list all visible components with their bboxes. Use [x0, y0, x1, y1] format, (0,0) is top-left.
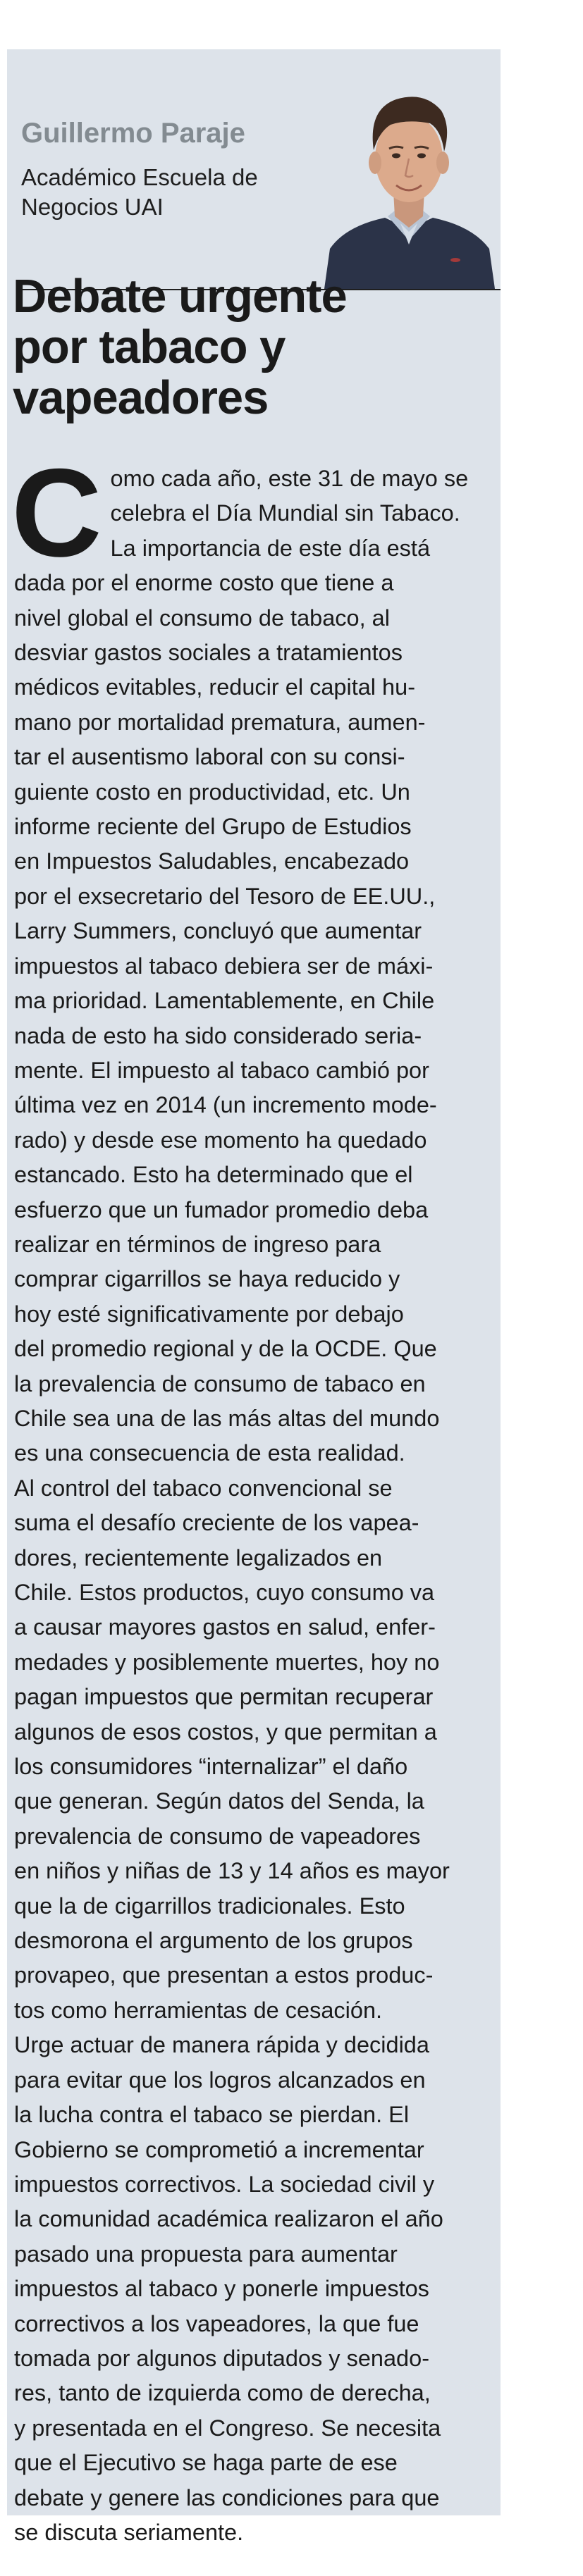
body-line: guiente costo en productividad, etc. Un	[14, 779, 410, 805]
headline-line: vapeadores	[13, 371, 269, 424]
body-line: en Impuestos Saludables, encabezado	[14, 848, 410, 874]
body-line: estancado. Esto ha determinado que el	[14, 1162, 413, 1188]
body-line: desmorona el argumento de los grupos	[14, 1928, 413, 1954]
body-line: los consumidores “internalizar” el daño	[14, 1754, 408, 1780]
body-line: tar el ausentismo laboral con su consi-	[14, 744, 405, 770]
article-body	[11, 442, 492, 2550]
body-line: mano por mortalidad prematura, aumen-	[14, 709, 426, 735]
body-line: hoy esté significativamente por debajo	[14, 1301, 404, 1327]
body-line: correctivos a los vapeadores, la que fue	[14, 2310, 419, 2336]
body-line: pasado una propuesta para aumentar	[14, 2241, 398, 2267]
body-line: la lucha contra el tabaco se pierdan. El	[14, 2102, 410, 2128]
body-line: del promedio regional y de la OCDE. Que	[14, 1336, 437, 1362]
body-line: impuestos correctivos. La sociedad civil y	[14, 2171, 435, 2197]
body-line: es una consecuencia de esta realidad.	[14, 1440, 405, 1466]
body-line: que generan. Según datos del Senda, la	[14, 1788, 424, 1814]
body-line: omo cada año, este 31 de mayo se	[110, 466, 469, 491]
author-role-line: Académico Escuela de	[21, 164, 258, 190]
headline-line: por tabaco y	[13, 321, 286, 373]
body-line: mente. El impuesto al tabaco cambió por	[14, 1057, 429, 1083]
body-line: pagan impuestos que permitan recuperar	[14, 1684, 434, 1710]
body-line: impuestos al tabaco y ponerle impuestos	[14, 2276, 429, 2302]
author-block	[21, 116, 303, 222]
body-lines	[14, 462, 492, 2550]
body-line: para evitar que los logros alcanzados en	[14, 2067, 426, 2093]
body-line: y presentada en el Congreso. Se necesita	[14, 2415, 441, 2441]
body-line: tomada por algunos diputados y senado-	[14, 2345, 430, 2371]
body-line: la prevalencia de consumo de tabaco en	[14, 1370, 426, 1397]
body-line: dada por el enorme costo que tiene a	[14, 570, 394, 596]
body-line: nivel global el consumo de tabaco, al	[14, 605, 390, 631]
body-line: última vez en 2014 (un incremento mode-	[14, 1092, 437, 1118]
body-line: comprar cigarrillos se haya reducido y	[14, 1266, 400, 1292]
headline	[13, 271, 492, 423]
body-line: provapeo, que presentan a estos produc-	[14, 1962, 434, 1988]
headline-line: Debate urgente	[13, 270, 347, 323]
body-line: la comunidad académica realizaron el año	[14, 2206, 443, 2232]
body-line: medades y posiblemente muertes, hoy no	[14, 1649, 440, 1675]
body-line: que el Ejecutivo se haga parte de ese	[14, 2450, 398, 2476]
body-line: en niños y niñas de 13 y 14 años es mayor	[14, 1858, 450, 1884]
body-line: que la de cigarrillos tradicionales. Esto	[14, 1893, 405, 1919]
body-line: Al control del tabaco convencional se	[14, 1475, 393, 1501]
body-line: debate y genere las condiciones para que	[14, 2484, 440, 2510]
body-line: La importancia de este día está	[110, 535, 431, 561]
author-role-line: Negocios UAI	[21, 194, 164, 220]
body-line: desviar gastos sociales a tratamientos	[14, 640, 403, 666]
body-line: impuestos al tabaco debiera ser de máxi-	[14, 953, 434, 979]
body-line: rado) y desde ese momento ha quedado	[14, 1127, 427, 1153]
body-line: esfuerzo que un fumador promedio deba	[14, 1196, 429, 1222]
body-line: Chile. Estos productos, cuyo consumo va	[14, 1580, 435, 1605]
body-line: res, tanto de izquierda como de derecha,	[14, 2380, 431, 2406]
body-line: se discuta seriamente.	[14, 2519, 244, 2545]
body-line: nada de esto ha sido considerado seria-	[14, 1022, 422, 1048]
body-line: informe reciente del Grupo de Estudios	[14, 814, 412, 840]
body-line: tos como herramientas de cesación.	[14, 1997, 383, 2023]
body-line: algunos de esos costos, y que permitan a	[14, 1719, 437, 1745]
body-line: ma prioridad. Lamentablemente, en Chile	[14, 988, 435, 1014]
body-line: Urge actuar de manera rápida y decidida	[14, 2032, 429, 2058]
body-line: Chile sea una de las más altas del mundo	[14, 1405, 440, 1431]
body-line: dores, recientemente legalizados en	[14, 1544, 383, 1571]
body-line: por el exsecretario del Tesoro de EE.UU.,	[14, 883, 436, 909]
body-line: Larry Summers, concluyó que aumentar	[14, 918, 422, 944]
body-line: prevalencia de consumo de vapeadores	[14, 1823, 421, 1849]
body-line: celebra el Día Mundial sin Tabaco.	[110, 500, 460, 526]
author-name: Guillermo Paraje	[21, 118, 245, 149]
body-line: médicos evitables, reducir el capital hu-	[14, 674, 416, 700]
body-line: a causar mayores gastos en salud, enfer-	[14, 1614, 436, 1640]
author-role	[21, 163, 303, 222]
body-line: Gobierno se comprometió a incrementar	[14, 2136, 424, 2162]
body-line: realizar en términos de ingreso para	[14, 1231, 381, 1257]
dropcap: C	[11, 442, 102, 583]
body-line: suma el desafío creciente de los vapea-	[14, 1510, 419, 1536]
author-portrait	[317, 60, 501, 289]
